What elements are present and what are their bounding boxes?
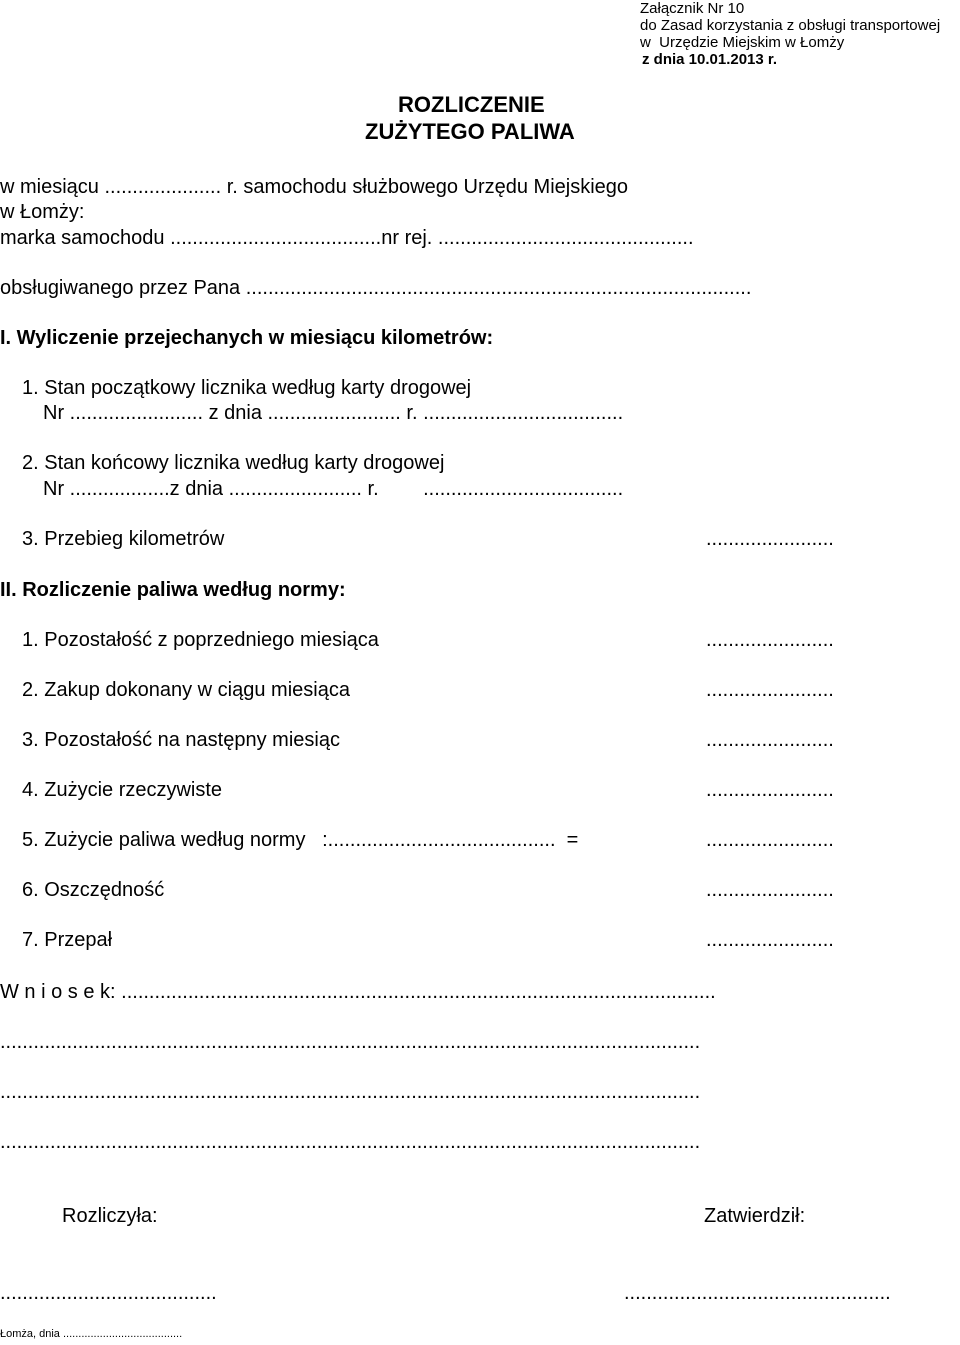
- section1-item2-label: 2. Stan końcowy licznika według karty drogowej: [22, 452, 445, 474]
- intro-city-line: w Łomży:: [0, 201, 85, 223]
- signature-right-line: ................................................: [624, 1282, 891, 1304]
- section1-item1-sub: Nr ........................ z dnia ........................ r. ....................................: [43, 402, 624, 424]
- section2-item-value: .......................: [706, 629, 834, 651]
- intro-car-line: marka samochodu ......................................nr rej. ..............................................: [0, 227, 694, 249]
- section2-item-label: 4. Zużycie rzeczywiste: [22, 779, 223, 801]
- section1-heading: I. Wyliczenie przejechanych w miesiącu kilometrów:: [0, 327, 494, 349]
- signature-right-label: Zatwierdził:: [704, 1205, 806, 1227]
- section2-item-value: .......................: [706, 929, 834, 951]
- attachment-date: z dnia 10.01.2013 r.: [642, 51, 778, 68]
- section2-item-value: .......................: [706, 729, 834, 751]
- signature-left-label: Rozliczyła:: [62, 1205, 158, 1227]
- section1-item2-sub: Nr ..................z dnia ........................ r. ....................................: [43, 478, 624, 500]
- section2-item-label: 3. Pozostałość na następny miesiąc: [22, 729, 340, 751]
- document-title-line2: ZUŻYTEGO PALIWA: [365, 119, 575, 144]
- signature-left-line: .......................................: [0, 1282, 217, 1304]
- section2-item-value: .......................: [706, 879, 834, 901]
- wniosek-label: W n i o s e k: ...........................................................................................................: [0, 981, 716, 1003]
- section1-item3-value: .......................: [706, 528, 834, 550]
- intro-driver-line: obsługiwanego przez Pana ...........................................................................................: [0, 277, 752, 299]
- section1-item3-label: 3. Przebieg kilometrów: [22, 528, 225, 550]
- attachment-rules: do Zasad korzystania z obsługi transportowej: [640, 17, 941, 34]
- attachment-office: w Urzędzie Miejskim w Łomży: [640, 34, 845, 51]
- footer-place-date: Łomża, dnia .......................................: [0, 1328, 183, 1340]
- wniosek-line: ..............................................................................................................................: [0, 1081, 701, 1103]
- wniosek-line: ..............................................................................................................................: [0, 1031, 701, 1053]
- section2-item-label: 1. Pozostałość z poprzedniego miesiąca: [22, 629, 379, 651]
- attachment-number: Załącznik Nr 10: [640, 0, 745, 17]
- section2-item-label: 7. Przepał: [22, 929, 113, 951]
- document-title-line1: ROZLICZENIE: [398, 92, 545, 117]
- section2-item-label: 6. Oszczędność: [22, 879, 165, 901]
- section2-item-value: .......................: [706, 779, 834, 801]
- section2-item-label: 2. Zakup dokonany w ciągu miesiąca: [22, 679, 350, 701]
- wniosek-line: ..............................................................................................................................: [0, 1131, 701, 1153]
- section2-item-value: .......................: [706, 829, 834, 851]
- section2-item-label: 5. Zużycie paliwa według normy :......................................... =: [22, 829, 579, 851]
- section2-heading: II. Rozliczenie paliwa według normy:: [0, 579, 346, 601]
- section1-item1-label: 1. Stan początkowy licznika według karty drogowej: [22, 377, 472, 399]
- section2-item-value: .......................: [706, 679, 834, 701]
- intro-month-line: w miesiącu ..................... r. samochodu służbowego Urzędu Miejskiego: [0, 176, 629, 198]
